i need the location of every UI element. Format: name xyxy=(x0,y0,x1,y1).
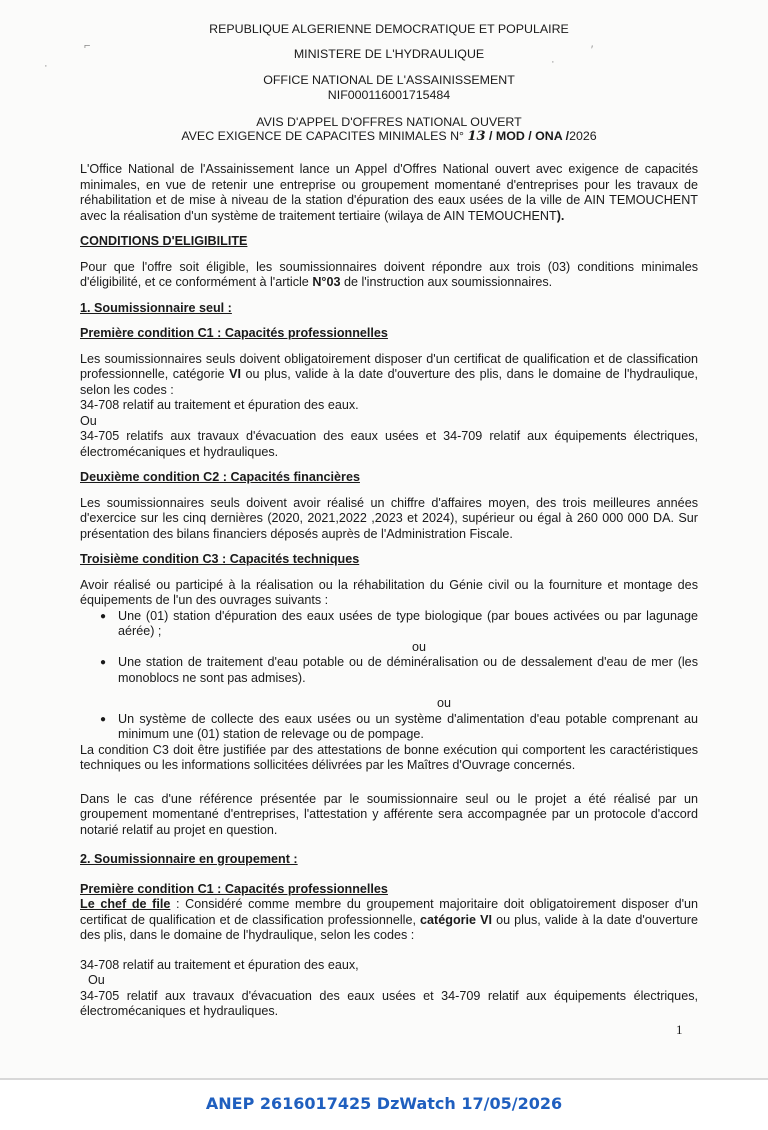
s1-c1-text: Les soumissionnaires seuls doivent obligatoirement disposer d'un certificat de qualification et de classification professionnelle, catégorie xyxy=(80,351,698,381)
header-office: OFFICE NATIONAL DE L'ASSAINISSEMENT xyxy=(263,73,515,87)
s1-c3-groupement-note: Dans le cas d'une référence présentée par le soumissionnaire seul ou le projet a été réalisé par un groupement momentané d'entreprises, l'attestation y afférente sera accompagnée par un protocole d'accord notarié relatif au projet en question. xyxy=(80,791,698,837)
s1-c3-ou-2: ou xyxy=(436,696,451,710)
s1-c1-category: VI xyxy=(229,367,242,381)
s1-c1-title: Première condition C1 : Capacités professionnelles xyxy=(80,326,388,340)
s2-c1-text-end: ou plus, valide à la date d'ouverture des plis, dans le domaine de l'hydraulique, selon les codes : xyxy=(80,912,698,942)
s1-c1-code2: 34-705 relatifs aux travaux d'évacuation des eaux usées et 34-709 relatif aux équipements électriques, électromécaniques et hydrauliques. xyxy=(80,429,698,459)
exigence-prefix: AVEC EXIGENCE DE CAPACITES MINIMALES N° xyxy=(181,129,464,143)
s1-c3-ou-1: ou xyxy=(411,639,426,654)
list-item: ● Un système de collecte des eaux usées ou un système d'alimentation d'eau potable comprenant au minimum une (01) station de relevage ou de pompage. xyxy=(100,712,698,743)
s1-c3-list xyxy=(80,609,698,640)
s1-c3-list xyxy=(80,712,698,743)
scan-mark: ′ xyxy=(591,44,594,56)
exigence-suffix: / MOD / ONA / xyxy=(488,129,570,143)
page-number: 1 xyxy=(676,1022,683,1037)
scan-mark: · xyxy=(551,56,555,68)
s1-c1-paragraph xyxy=(80,352,698,399)
conditions-article: N°03 xyxy=(312,275,341,289)
s1-c2-paragraph: Les soumissionnaires seuls doivent avoir réalisé un chiffre d'affaires moyen, des trois meilleures années d'exercice sur les cinq dernières (2020, 2021,2022 ,2023 et 2024), supérieur ou égal à 260 000 000 DA. Sur présentation des bilans financiers déposés auprès de l'Administration Fiscale. xyxy=(80,495,698,541)
s1-c3-list xyxy=(80,655,698,686)
s2-c1-category: catégorie VI xyxy=(420,912,493,927)
s2-c1-ou: Ou xyxy=(88,973,105,987)
s2-c1-title-text: Première condition C1 : Capacités professionnelles xyxy=(80,881,388,896)
intro-text-bold: ). xyxy=(556,208,565,223)
s2-c1-paragraph xyxy=(80,897,698,944)
conditions-paragraph xyxy=(80,260,698,291)
s1-c3-title: Troisième condition C3 : Capacités techniques xyxy=(80,552,360,566)
scan-mark: · xyxy=(44,60,48,72)
intro-text: L'Office National de l'Assainissement lance un Appel d'Offres National ouvert avec exigence de capacités minimales, en vue de retenir une entreprise ou groupement momentané d'entreprises pour les travaux de réhabilitation et de mise à niveau de la station d'épuration des eaux usées de la ville de AIN TEMOUCHENT avec la réalisation d'un système de traitement tertiaire (wilaya de AIN TEMOUCHENT xyxy=(80,162,698,223)
s1-c1-ou: Ou xyxy=(80,413,97,428)
anep-footer: ANEP 2616017425 DzWatch 17/05/2026 xyxy=(205,1094,563,1113)
header-exigence xyxy=(80,129,698,144)
header-ministere: MINISTERE DE L'HYDRAULIQUE xyxy=(293,47,485,61)
s1-c1-code1: 34-708 relatif au traitement et épuration des eaux. xyxy=(80,398,359,412)
document-header xyxy=(80,22,698,144)
header-avis: AVIS D'APPEL D'OFFRES NATIONAL OUVERT xyxy=(256,115,522,129)
document-body xyxy=(80,22,698,1020)
conditions-title: CONDITIONS D'ELIGIBILITE xyxy=(80,234,248,248)
conditions-text: Pour que l'offre soit éligible, les soumissionnaires doivent répondre aux trois (03) conditions minimales d'éligibilité, et ce conformément à l'article xyxy=(80,259,698,289)
list-item: ● Une (01) station d'épuration des eaux usées de type biologique (par boues activées ou par lagunage aérée) ; xyxy=(100,609,698,640)
list-item: ● Une station de traitement d'eau potable ou de déminéralisation ou de dessalement d'eau de mer (les monoblocs ne sont pas admises). xyxy=(100,655,698,686)
s1-c3-paragraph: Avoir réalisé ou participé à la réalisation ou la réhabilitation du Génie civil ou la fourniture et montage des équipements de l'un des ouvrages suivants : xyxy=(80,577,698,607)
scan-mark: ⌐ xyxy=(84,40,91,52)
conditions-text-end: de l'instruction aux soumissionnaires. xyxy=(340,275,553,289)
s1-c3-justif: La condition C3 doit être justifiée par des attestations de bonne exécution qui comportent les caractéristiques techniques ou les informations sollicitées délivrées par les Maîtres d'Ouvrage concernés. xyxy=(80,742,698,772)
intro-paragraph xyxy=(80,162,698,224)
s2-c1-text: : Considéré comme membre du groupement majoritaire doit obligatoirement disposer d'un certificat de qualification et de classification professionnelle, xyxy=(80,897,699,927)
section1-title: 1. Soumissionnaire seul : xyxy=(80,300,232,315)
header-republique: REPUBLIQUE ALGERIENNE DEMOCRATIQUE ET POPULAIRE xyxy=(209,22,569,36)
s2-c1-code2: 34-705 relatif aux travaux d'évacuation des eaux usées et 34-709 relatif aux équipements électriques, électromécaniques et hydrauliques. xyxy=(80,988,698,1018)
s2-c1-code1: 34-708 relatif au traitement et épuration des eaux, xyxy=(80,957,359,972)
header-nif: NIF000116001715484 xyxy=(327,88,451,102)
s1-c2-title: Deuxième condition C2 : Capacités financières xyxy=(80,470,360,484)
section2-title: 2. Soumissionnaire en groupement : xyxy=(80,852,298,866)
s1-c1-text-end: ou plus, valide à la date d'ouverture des plis, dans le domaine de l'hydraulique, selon les codes : xyxy=(80,367,698,397)
handwritten-number: 13 xyxy=(467,129,486,144)
exigence-year: 2026 xyxy=(569,129,597,143)
chef-de-file-label: Le chef de file xyxy=(80,897,171,911)
s2-c1-title xyxy=(80,882,698,898)
